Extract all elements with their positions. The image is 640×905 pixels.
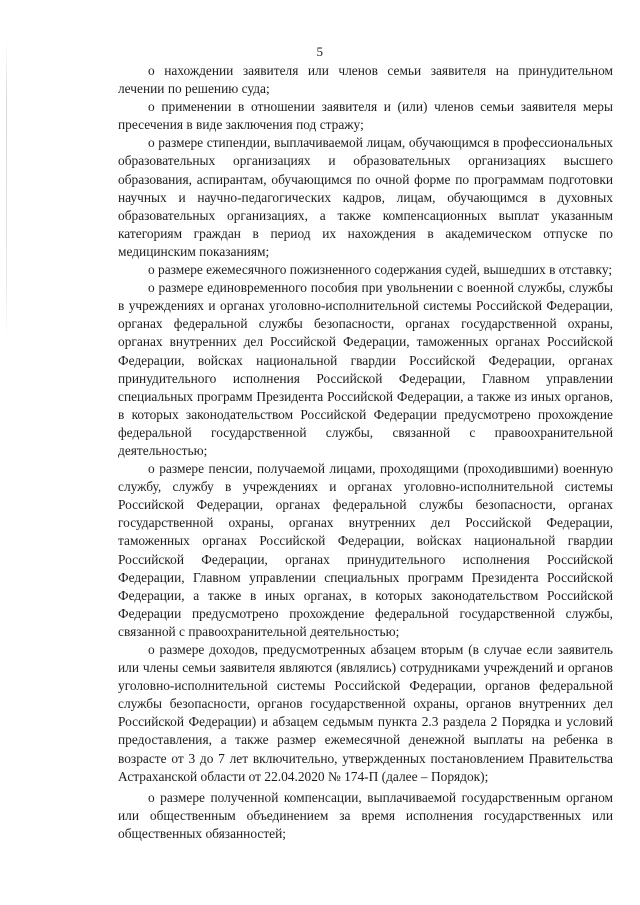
scan-edge-shadow [6,40,7,340]
document-body [118,62,613,843]
paragraph-income: о размере доходов, предусмотренных абзацем вторым (в случае если заявитель или члены семьи заявителя являются (являлись) сотрудниками учреждений и органов уголовно-исполнительной системы Российской Федерации, органов федеральной службы безопасности, органов государственной охраны, органов внутренних дел Российской Федерации) и абзацем седьмым пункта 2.3 раздела 2 Порядка и условий предоставления, а также размер ежемесячной денежной выплаты на ребенка в возрасте от 3 до 7 лет включительно, утвержденных постановлением Правительства Астраханской области от 22.04.2020 № 174-П (далее – Порядок); [118,642,613,784]
paragraph-detention-measure: о применении в отношении заявителя и (или) членов семьи заявителя меры пресечения в виде заключения под стражу; [118,99,613,133]
page-number: 5 [316,44,324,59]
paragraph-pension: о размере пенсии, получаемой лицами, проходящими (проходившими) военную службу, службу в учреждениях и органах уголовно-исполнительной системы Российской Федерации, органах федеральной службы безопасности, органах государственной охраны, органах внутренних дел Российской Федерации, таможенных органах Российской Федерации, войсках национальной гвардии Российской Федерации, органах принудительного исполнения Российской Федерации, Главном управлении специальных программ Президента Российской Федерации, а также в иных органах, в которых законодательством Российской Федерации предусмотрено прохождение федеральной государственной службы, связанной с правоохранительной деятельностью; [118,461,613,639]
paragraph-judges-allowance: о размере ежемесячного пожизненного содержания судей, вышедших в отставку; [148,262,613,278]
paragraph-severance-allowance: о размере единовременного пособия при увольнении с военной службы, службы в учреждениях и органах уголовно-исполнительной системы Российской Федерации, органах федеральной службы безопасности, органах государственной охраны, органах внутренних дел Российской Федерации, таможенных органах Российской Федерации, войсках национальной гвардии Российской Федерации, органах принудительного исполнения Российской Федерации, Главном управлении специальных программ Президента Российской Федерации, а также из иных органов, в которых законодательством Российской Федерации предусмотрено прохождение федеральной государственной службы, связанной с правоохранительной деятельностью; [118,280,613,458]
paragraph-compensation: о размере полученной компенсации, выплачиваемой государственным органом или общественным объединением за время исполнения государственных или общественных обязанностей; [118,789,613,841]
paragraph-stipend: о размере стипендии, выплачиваемой лицам, обучающимся в профессиональных образовательных организациях и образовательных организациях высшего образования, аспирантам, обучающимся по очной форме по программам подготовки научных и научно-педагогических кадров, лицам, обучающимся в духовных образовательных организациях, а также компенсационных выплат указанным категориям граждан в период их нахождения в академическом отпуске по медицинским показаниям; [118,135,613,259]
paragraph-compulsory-treatment: о нахождении заявителя или членов семьи заявителя на принудительном лечении по решению суда; [118,63,613,97]
